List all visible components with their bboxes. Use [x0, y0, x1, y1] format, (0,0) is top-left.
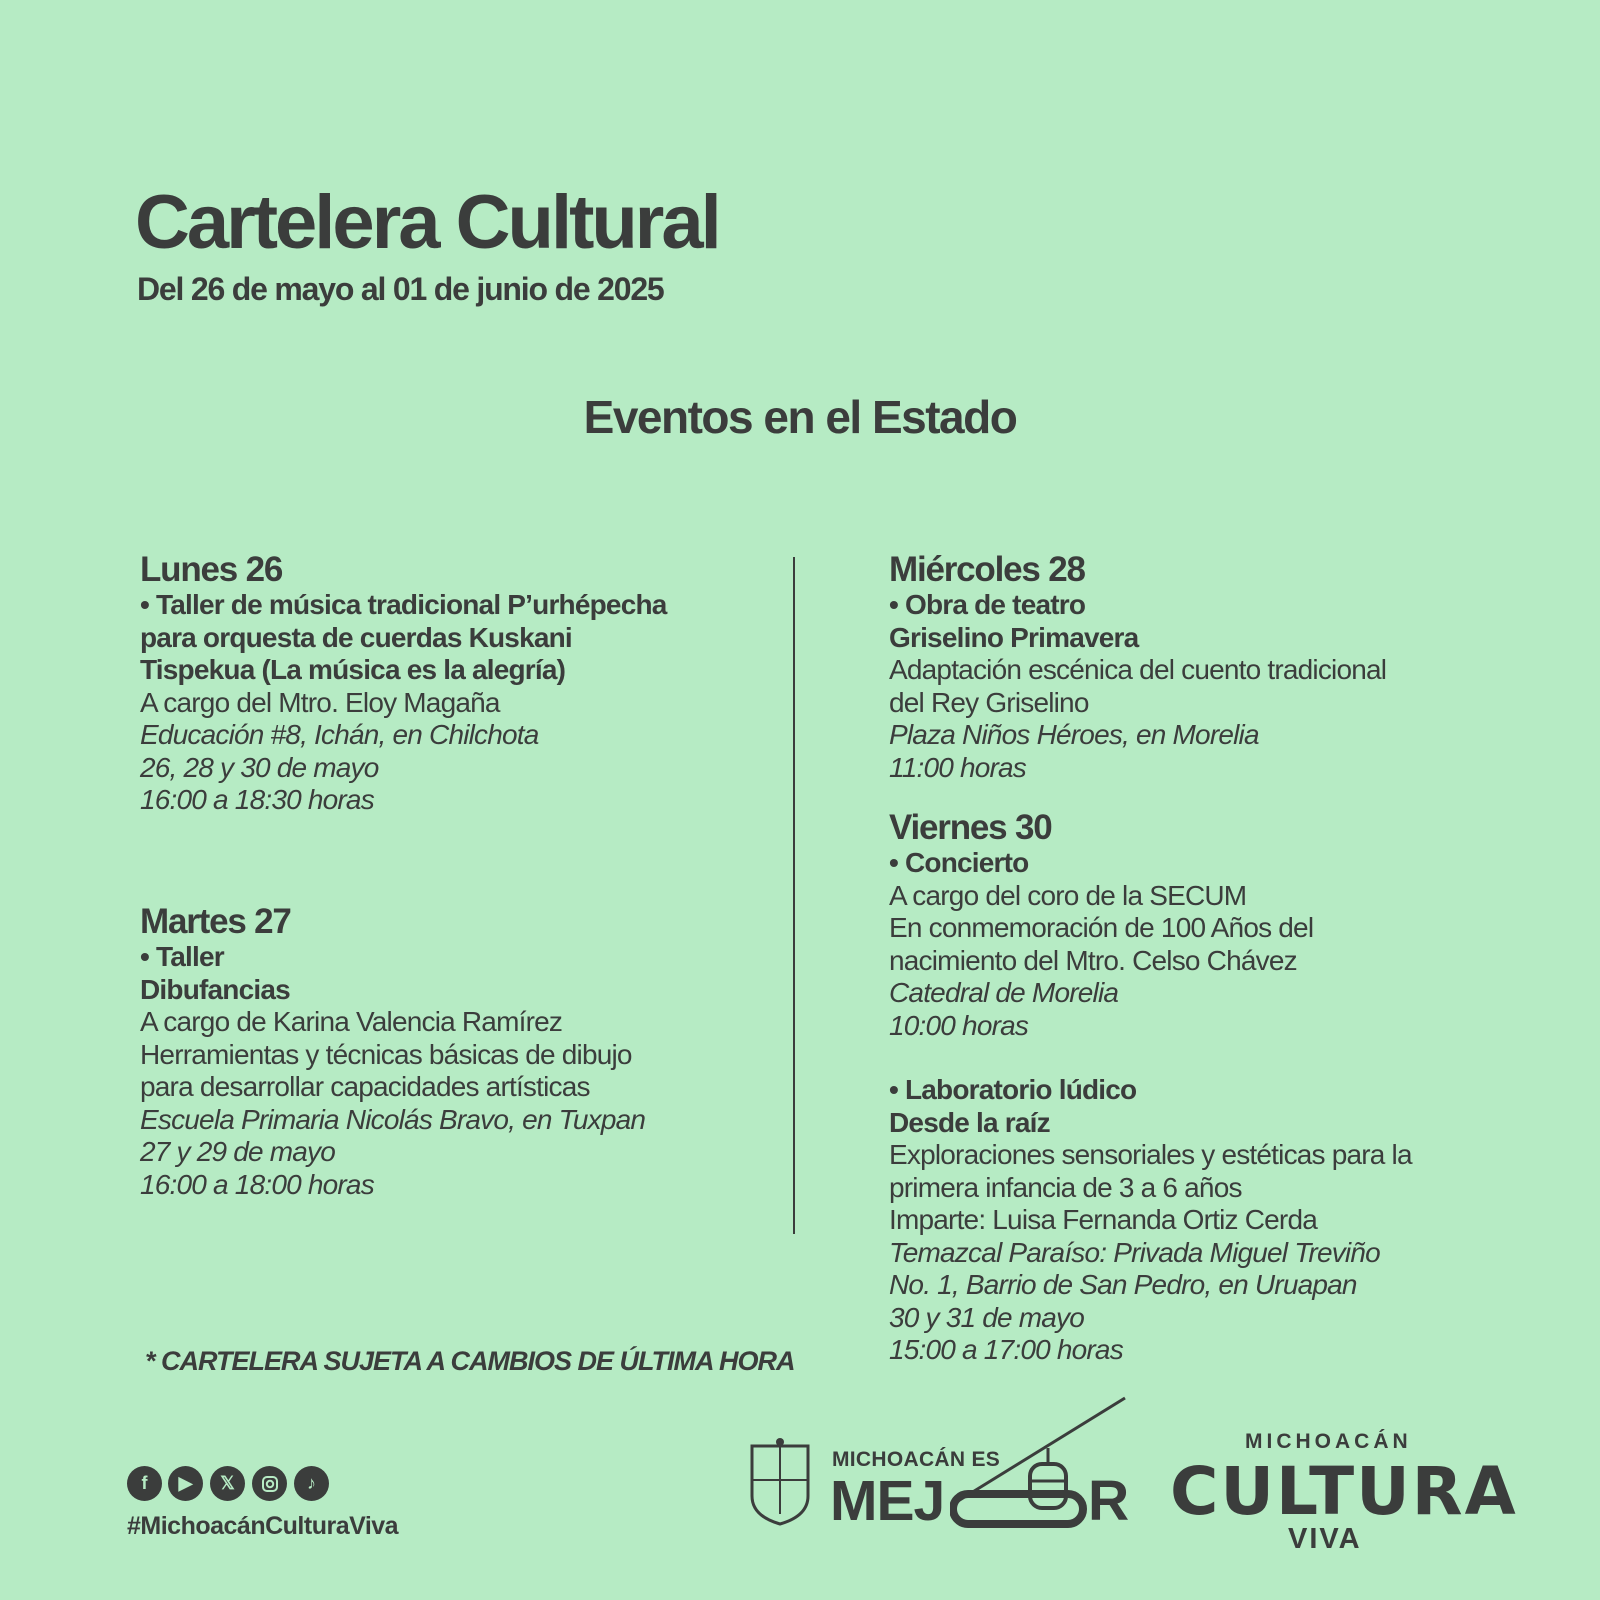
day-heading: Miércoles 28	[889, 550, 1085, 589]
event-time-line: 10:00 horas	[889, 1009, 1029, 1041]
event-wednesday	[889, 551, 1386, 784]
facebook-icon[interactable]: f	[127, 1466, 162, 1501]
hashtag: #MichoacánCulturaViva	[127, 1512, 399, 1540]
column-divider	[793, 557, 795, 1234]
event-title-line: Desde la raíz	[889, 1106, 1050, 1138]
event-venue-line: Temazcal Paraíso: Privada Miguel Treviño	[889, 1236, 1380, 1268]
event-friday	[889, 809, 1412, 1367]
event-monday	[140, 551, 667, 817]
event-detail-line: Exploraciones sensoriales y estéticas para la	[889, 1139, 1412, 1170]
x-icon[interactable]: 𝕏	[210, 1466, 245, 1501]
logo-michoacan-es: MICHOACÁN ES	[832, 1448, 1001, 1471]
event-date-line: 27 y 29 de mayo	[140, 1136, 336, 1167]
event-title-line: • Concierto	[889, 847, 1029, 878]
event-title-line: Dibufancias	[140, 973, 290, 1005]
event-detail-line: A cargo de Karina Valencia Ramírez	[140, 1006, 563, 1037]
youtube-icon[interactable]: ▶	[168, 1466, 203, 1501]
event-detail-line: A cargo del Mtro. Eloy Magaña	[140, 686, 500, 718]
logo-viva: VIVA	[1288, 1523, 1362, 1555]
logo-cultura: CULTURA	[1170, 1453, 1518, 1530]
event-detail-line: primera infancia de 3 a 6 años	[889, 1171, 1242, 1203]
event-detail-line: Adaptación escénica del cuento tradicional	[889, 654, 1387, 685]
event-detail-line: Imparte: Luisa Fernanda Ortiz Cerda	[889, 1204, 1317, 1235]
date-range: Del 26 de mayo al 01 de junio de 2025	[137, 271, 664, 307]
section-heading: Eventos en el Estado	[583, 391, 1017, 443]
event-time-line: 15:00 a 17:00 horas	[889, 1334, 1123, 1365]
disclaimer-note: * CARTELERA SUJETA A CAMBIOS DE ÚLTIMA HORA	[145, 1346, 795, 1376]
event-title-line: • Obra de teatro	[889, 589, 1086, 620]
logo-michoacan: MICHOACÁN	[1245, 1430, 1412, 1453]
event-venue-line: Plaza Niños Héroes, en Morelia	[889, 719, 1259, 750]
event-detail-line: para desarrollar capacidades artísticas	[140, 1071, 590, 1102]
event-title-line: Griselino Primavera	[889, 621, 1139, 653]
page-title: Cartelera Cultural	[135, 180, 719, 265]
event-detail-line: del Rey Griselino	[889, 686, 1089, 718]
event-time-line: 16:00 a 18:30 horas	[140, 784, 374, 815]
event-detail-line: Herramientas y técnicas básicas de dibujo	[140, 1038, 632, 1070]
event-time-line: 16:00 a 18:00 horas	[140, 1168, 374, 1200]
event-venue-line: Catedral de Morelia	[889, 977, 1119, 1008]
state-shield-icon	[748, 1436, 812, 1526]
event-title-line: • Taller	[140, 941, 224, 972]
event-title-line: • Taller de música tradicional P’urhépecha	[140, 589, 667, 620]
event-venue-line: Escuela Primaria Nicolás Bravo, en Tuxpan	[140, 1103, 646, 1135]
event-date-line: 30 y 31 de mayo	[889, 1301, 1085, 1333]
logo-mejor-r: R	[1088, 1469, 1130, 1533]
event-venue-line: Educación #8, Ichán, en Chilchota	[140, 719, 539, 750]
event-time-line: 11:00 horas	[889, 751, 1027, 783]
logo-mejor: MEJ	[830, 1469, 945, 1533]
event-title-line: Tispekua (La música es la alegría)	[140, 654, 566, 685]
event-tuesday	[140, 903, 645, 1201]
event-title-line: • Laboratorio lúdico	[889, 1074, 1137, 1105]
event-detail-line: A cargo del coro de la SECUM	[889, 879, 1247, 911]
event-detail-line: En conmemoración de 100 Años del	[889, 912, 1314, 943]
event-date-line: 26, 28 y 30 de mayo	[140, 751, 379, 783]
event-title-line: para orquesta de cuerdas Kuskani	[140, 621, 572, 653]
tiktok-icon[interactable]: ♪	[294, 1466, 329, 1501]
instagram-icon[interactable]	[252, 1466, 287, 1501]
day-heading: Martes 27	[140, 902, 291, 941]
day-heading: Viernes 30	[889, 808, 1052, 847]
event-venue-line: No. 1, Barrio de San Pedro, en Uruapan	[889, 1269, 1357, 1300]
event-detail-line: nacimiento del Mtro. Celso Chávez	[889, 944, 1297, 976]
day-heading: Lunes 26	[140, 550, 283, 589]
